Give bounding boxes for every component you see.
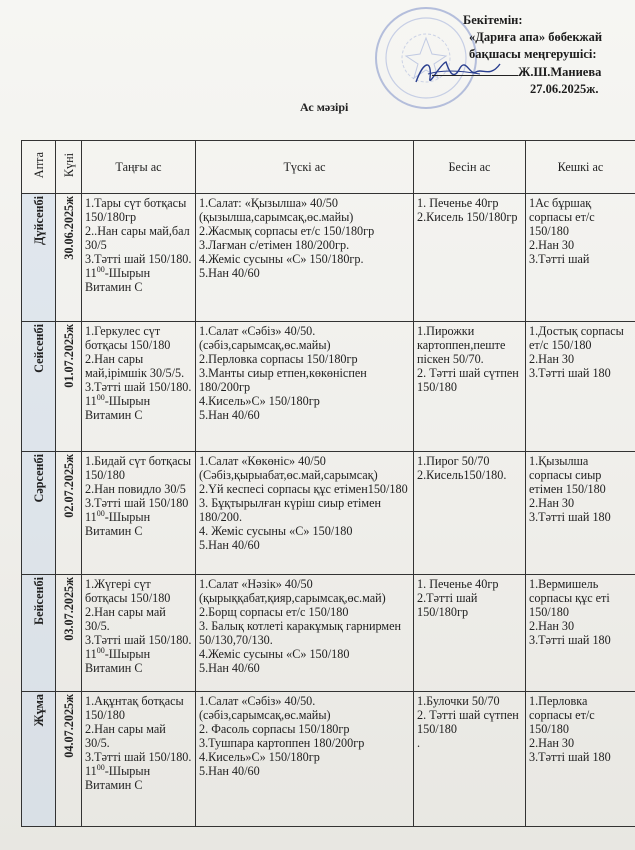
approval-heading: Бекітемін: <box>463 13 523 27</box>
approval-date: 27.06.2025ж. <box>530 82 599 96</box>
date-cell <box>56 692 82 827</box>
snack-cell <box>414 452 526 575</box>
lunch-item: 4.Кисель»С» 150/180гр <box>199 394 320 408</box>
date-label: 30.06.2025ж <box>61 196 76 260</box>
breakfast-item: Витамин С <box>85 280 143 294</box>
lunch-item: 2.Жасмық сорпасы ет/с 150/180гр <box>199 224 375 238</box>
time-label: 11 <box>85 266 97 280</box>
date-label: 04.07.2025ж <box>61 694 76 758</box>
dinner-item: 1.Қызылша сорпасы сиыр етімен 150/180 <box>529 454 606 496</box>
menu-row <box>22 194 635 322</box>
weekday-cell <box>22 322 56 452</box>
dinner-cell <box>526 322 635 452</box>
lunch-item: 5.Нан 40/60 <box>199 764 260 778</box>
weekday-label: Сәрсенбі <box>31 454 46 503</box>
lunch-cell <box>196 194 414 322</box>
breakfast-item <box>85 266 192 280</box>
menu-row <box>22 575 635 692</box>
breakfast-item <box>85 510 192 524</box>
header-lunch: Түскі ас <box>196 141 414 194</box>
header-breakfast: Таңғы ас <box>82 141 196 194</box>
dinner-item: 2.Нан 30 <box>529 496 575 510</box>
lunch-item: 3.Манты сиыр етпен,көкөніспен 180/200гр <box>199 366 367 394</box>
lunch-item: 1.Салат «Сәбіз» 40/50. <box>199 324 316 338</box>
lunch-item: 3. Балық котлеті каракұмық гарнирмен 50/130,70/130. <box>199 619 402 647</box>
snack-item: 1. Печенье 40гр <box>417 196 499 210</box>
snack-item: 1. Печенье 40гр <box>417 577 499 591</box>
weekday-cell <box>22 452 56 575</box>
time-superscript: 00 <box>96 645 105 655</box>
breakfast-cell <box>82 575 196 692</box>
snack-cell <box>414 575 526 692</box>
lunch-item: 1.Салат: «Қызылша» 40/50 <box>199 196 338 210</box>
lunch-item: 5.Нан 40/60 <box>199 661 260 675</box>
lunch-item: 1.Салат «Сәбіз» 40/50. <box>199 694 316 708</box>
breakfast-item: 3.Тәтті шай 150/180. <box>85 252 192 266</box>
menu-row <box>22 322 635 452</box>
snack-cell <box>414 194 526 322</box>
date-cell <box>56 575 82 692</box>
dinner-cell <box>526 692 635 827</box>
lunch-item: 4. Жеміс сусыны «С» 150/180 <box>199 524 353 538</box>
director-title: бақшасы меңгерушісі: <box>469 47 597 61</box>
dinner-item: 3.Тәтті шай <box>529 252 590 266</box>
lunch-item: (қызылша,сарымсақ,өс.майы) <box>199 210 354 224</box>
lunch-cell <box>196 575 414 692</box>
lunch-cell <box>196 322 414 452</box>
breakfast-item <box>85 394 192 408</box>
snack-item: 1.Пирожки картоппен,пеште піскен 50/70. <box>417 324 506 366</box>
juice-label: -Шырын <box>104 764 151 778</box>
dinner-cell <box>526 194 635 322</box>
juice-label: -Шырын <box>104 647 151 661</box>
breakfast-item: Витамин С <box>85 778 143 792</box>
lunch-item: 2.Перловка сорпасы 150/180гр <box>199 352 358 366</box>
breakfast-item: 2.Нан сары май 30/5. <box>85 605 166 633</box>
dinner-cell <box>526 575 635 692</box>
lunch-item: 2.Борщ сорпасы ет/с 150/180 <box>199 605 349 619</box>
time-superscript: 00 <box>96 508 105 518</box>
breakfast-item: 1.Бидай сүт ботқасы 150/180 <box>85 454 192 482</box>
header-day: Күні <box>56 141 82 194</box>
weekday-cell <box>22 692 56 827</box>
date-label: 01.07.2025ж <box>61 324 76 388</box>
breakfast-item <box>85 764 192 778</box>
director-name: Ж.Ш.Маниева <box>518 65 602 79</box>
date-cell <box>56 322 82 452</box>
dinner-item: 3.Тәтті шай 180 <box>529 633 611 647</box>
lunch-item: 4.Кисель»С» 150/180гр <box>199 750 320 764</box>
breakfast-cell <box>82 692 196 827</box>
menu-row <box>22 452 635 575</box>
lunch-item: (сәбіз,сарымсақ,өс.майы) <box>199 338 331 352</box>
lunch-item: 4.Жеміс сусыны «С» 150/180гр. <box>199 252 364 266</box>
lunch-item: 3. Бұқтырылған күріш сиыр етімен 180/200. <box>199 496 382 524</box>
dinner-item: 1.Перловка сорпасы ет/с 150/180 <box>529 694 595 736</box>
breakfast-item: 2.Нан сары май,ірімшік 30/5/5. <box>85 352 185 380</box>
breakfast-item: 3.Тәтті шай 150/180 <box>85 496 189 510</box>
breakfast-item: 3.Тәтті шай 150/180. <box>85 750 192 764</box>
breakfast-item: 1.Геркулес сүт ботқасы 150/180 <box>85 324 171 352</box>
breakfast-item: 1.Жүгері сүт ботқасы 150/180 <box>85 577 171 605</box>
dinner-cell <box>526 452 635 575</box>
lunch-item: 5.Нан 40/60 <box>199 538 260 552</box>
breakfast-item: 1.Ақұнтақ ботқасы 150/180 <box>85 694 184 722</box>
juice-label: -Шырын <box>104 266 151 280</box>
breakfast-item <box>85 647 192 661</box>
dinner-item: 3.Тәтті шай 180 <box>529 366 611 380</box>
juice-label: -Шырын <box>104 394 151 408</box>
time-label: 11 <box>85 647 97 661</box>
breakfast-item: Витамин С <box>85 408 143 422</box>
lunch-cell <box>196 452 414 575</box>
dinner-item: 2.Нан 30 <box>529 238 575 252</box>
dinner-item: 2.Нан 30 <box>529 619 575 633</box>
lunch-item: 5.Нан 40/60 <box>199 266 260 280</box>
snack-item: . <box>417 736 421 750</box>
lunch-item: 3.Тушпара картоппен 180/200гр <box>199 736 365 750</box>
snack-item: 2. Тәтті шай сүтпен 150/180 <box>417 708 519 736</box>
lunch-item: 2. Фасоль сорпасы 150/180гр <box>199 722 350 736</box>
time-label: 11 <box>85 764 97 778</box>
dinner-item: 1.Вермишель сорпасы құс еті 150/180 <box>529 577 610 619</box>
breakfast-item: 3.Тәтті шай 150/180. <box>85 380 192 394</box>
time-superscript: 00 <box>96 762 105 772</box>
time-label: 11 <box>85 394 97 408</box>
snack-item: 1.Булочки 50/70 <box>417 694 500 708</box>
dinner-item: 2.Нан 30 <box>529 736 575 750</box>
snack-item: 2.Кисель150/180. <box>417 468 507 482</box>
lunch-item: (Сәбіз,қырыабат,өс.май,сарымсақ) <box>199 468 378 482</box>
director-signature-line <box>432 63 632 81</box>
breakfast-item: 3.Тәтті шай 150/180. <box>85 633 192 647</box>
breakfast-item: 2..Нан сары май,бал 30/5 <box>85 224 190 252</box>
weekday-label: Дүйсенбі <box>31 196 46 245</box>
lunch-cell <box>196 692 414 827</box>
weekday-cell <box>22 575 56 692</box>
weekday-label: Бейсенбі <box>31 577 46 625</box>
lunch-item: 3.Лағман с/етімен 180/200гр. <box>199 238 350 252</box>
dinner-item: 3.Тәтті шай 180 <box>529 510 611 524</box>
snack-cell <box>414 692 526 827</box>
signature-underline <box>432 63 518 76</box>
header-snack: Бесін ас <box>414 141 526 194</box>
dinner-item: 3.Тәтті шай 180 <box>529 750 611 764</box>
lunch-item: (қырыққабат,қияр,сарымсақ,өс.май) <box>199 591 386 605</box>
breakfast-cell <box>82 452 196 575</box>
dinner-item: 1.Достық сорпасы ет/с 150/180 <box>529 324 624 352</box>
lunch-item: 5.Нан 40/60 <box>199 408 260 422</box>
snack-item: 2.Кисель 150/180гр <box>417 210 518 224</box>
lunch-item: 1.Салат «Нәзік» 40/50 <box>199 577 313 591</box>
time-superscript: 00 <box>96 392 105 402</box>
header-week: Апта <box>22 141 56 194</box>
lunch-item: 1.Салат «Көкөніс» 40/50 <box>199 454 326 468</box>
juice-label: -Шырын <box>104 510 151 524</box>
dinner-item: 2.Нан 30 <box>529 352 575 366</box>
date-cell <box>56 452 82 575</box>
snack-item: 2. Тәтті шай сүтпен 150/180 <box>417 366 519 394</box>
breakfast-item: Витамин С <box>85 524 143 538</box>
weekday-label: Сейсенбі <box>31 324 46 373</box>
time-superscript: 00 <box>96 264 105 274</box>
snack-cell <box>414 322 526 452</box>
page-title: Ас мәзірі <box>300 100 349 114</box>
dinner-item: 1Ас бұршақ сорпасы ет/с 150/180 <box>529 196 595 238</box>
header-row <box>22 141 635 194</box>
snack-item: 1.Пирог 50/70 <box>417 454 490 468</box>
breakfast-item: 1.Тары сүт ботқасы 150/180гр <box>85 196 187 224</box>
breakfast-item: 2.Нан повидло 30/5 <box>85 482 186 496</box>
weekday-cell <box>22 194 56 322</box>
date-cell <box>56 194 82 322</box>
breakfast-cell <box>82 194 196 322</box>
weekday-label: Жұма <box>31 694 46 727</box>
menu-row <box>22 692 635 827</box>
lunch-item: 2.Үй кеспесі сорпасы құс етімен150/180 <box>199 482 408 496</box>
breakfast-item: 2.Нан сары май 30/5. <box>85 722 166 750</box>
lunch-item: (сәбіз,сарымсақ,өс.майы) <box>199 708 331 722</box>
header-dinner: Кешкі ас <box>526 141 635 194</box>
breakfast-cell <box>82 322 196 452</box>
snack-item: 2.Тәтті шай 150/180гр <box>417 591 478 619</box>
time-label: 11 <box>85 510 97 524</box>
kindergarten-name: «Дариға апа» бөбекжай <box>469 30 603 44</box>
breakfast-item: Витамин С <box>85 661 143 675</box>
date-label: 02.07.2025ж <box>61 454 76 518</box>
lunch-item: 4.Жеміс сусыны «С» 150/180 <box>199 647 350 661</box>
date-label: 03.07.2025ж <box>61 577 76 641</box>
approval-block <box>432 12 632 98</box>
menu-table <box>21 140 635 827</box>
